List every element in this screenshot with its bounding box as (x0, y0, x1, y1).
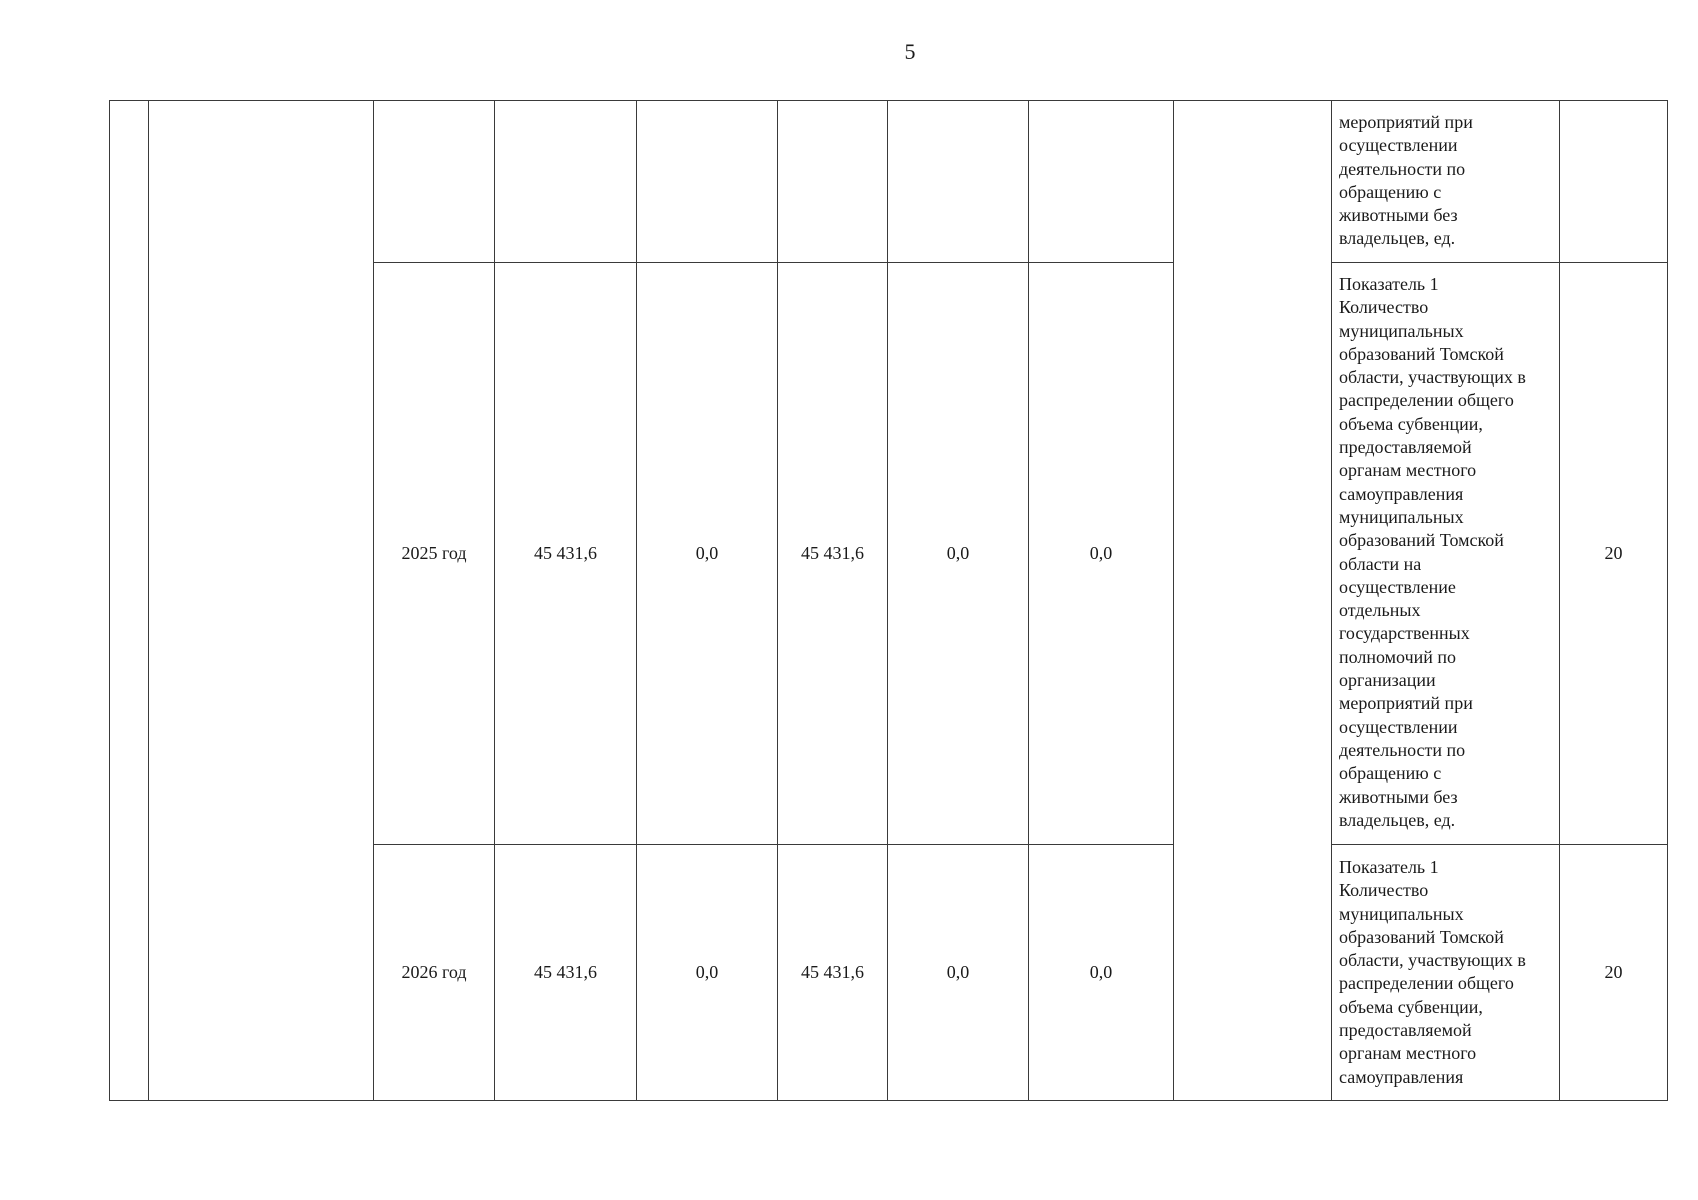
cell-regional (778, 101, 888, 263)
cell-extra: 0,0 (1029, 845, 1174, 1101)
cell-local: 0,0 (888, 263, 1029, 845)
cell-total: 45 431,6 (495, 845, 637, 1101)
cell-year: 2026 год (374, 845, 495, 1101)
cell-indicator-value: 20 (1560, 263, 1668, 845)
cell-year (374, 101, 495, 263)
cell-regional: 45 431,6 (778, 263, 888, 845)
cell-federal: 0,0 (637, 845, 778, 1101)
cell-extra: 0,0 (1029, 263, 1174, 845)
cell-executor (1174, 101, 1332, 1101)
cell-number (110, 101, 149, 1101)
cell-task-name (149, 101, 374, 1101)
cell-total (495, 101, 637, 263)
cell-federal: 0,0 (637, 263, 778, 845)
cell-total: 45 431,6 (495, 263, 637, 845)
page-number: 5 (904, 39, 916, 64)
cell-local (888, 101, 1029, 263)
cell-indicator-value (1560, 101, 1668, 263)
cell-local: 0,0 (888, 845, 1029, 1101)
cell-indicator: Показатель 1 Количество муниципальных образований Томской области, участвующих в распределении общего объема субвенции, предоставляемой органам местного самоуправления (1332, 845, 1560, 1101)
cell-year: 2025 год (374, 263, 495, 845)
cell-indicator: Показатель 1 Количество муниципальных образований Томской области, участвующих в распределении общего объема субвенции, предоставляемой органам местного самоуправления муниципальных образований Томской области на осуществление отдельных государственных полномочий по организации мероприятий при осуществлении деятельности по обращению с животными без владельцев, ед. (1332, 263, 1560, 845)
cell-federal (637, 101, 778, 263)
cell-indicator: мероприятий при осуществлении деятельности по обращению с животными без владельцев, ед. (1332, 101, 1560, 263)
program-table (109, 100, 1668, 1101)
cell-indicator-value: 20 (1560, 845, 1668, 1101)
cell-regional: 45 431,6 (778, 845, 888, 1101)
table-row (110, 101, 1668, 263)
cell-extra (1029, 101, 1174, 263)
